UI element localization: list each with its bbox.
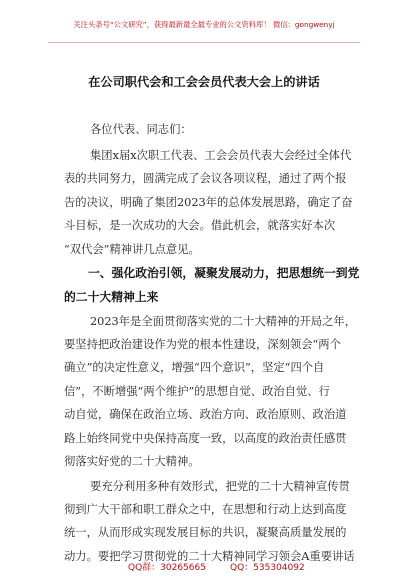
para-line: 统一，从而形成实现发展目标的共识，凝聚高质量发展的: [64, 526, 347, 539]
para-line: 动自觉，确保在政治立场、政治方向、政治原则、政治道: [64, 408, 347, 421]
intro-line: 集团x届x次职工代表、工会会员代表大会经过全体代: [90, 149, 352, 162]
para-line: 动力。要把学习贯彻党的二十大精神同学习领会A重要讲话: [64, 550, 355, 563]
para-line: 确立”的决定性意义，增强“四个意识”，坚定“四个自: [64, 361, 325, 374]
intro-line: 告的决议，明确了集团2023年的总体发展思路，确定了奋: [64, 196, 353, 209]
para-line: 路上始终同党中央保持高度一致，以高度的政治责任感贯: [64, 432, 347, 445]
para-line: 彻落实好党的二十大精神。: [64, 455, 200, 468]
intro-line: 表的共同努力，圆满完成了会议各项议程，通过了两个报: [64, 172, 347, 185]
para-line: 信”，不断增强“两个维护”的思想自觉、政治自觉、行: [64, 385, 330, 398]
para-line: 2023年是全面贯彻落实党的二十大精神的开局之年，: [90, 315, 356, 328]
qq-group: QQ群：30265665: [128, 563, 206, 573]
intro-line: 斗目标，是一次成功的大会。借此机会，就落实好本次: [64, 219, 336, 232]
para-line: 要充分利用多种有效形式，把党的二十大精神宣传贯: [90, 480, 350, 493]
para-line: 彻到广大干部和职工群众之中，在思想和行动上达到高度: [64, 503, 347, 516]
intro-line: “双代会”精神讲几点意见。: [64, 243, 200, 256]
qq-contact: QQ：535304092: [230, 563, 305, 573]
salutation: 各位代表、同志们：: [90, 123, 192, 136]
heading-line: 的二十大精神上来: [64, 290, 159, 304]
promo-banner: 关注头条号“公文研究”，获得最新最全最专业的公文资料库！ 微信：gongwenyj: [73, 20, 335, 29]
heading-line: 一、强化政治引领，凝聚发展动力，把思想统一到党: [88, 266, 360, 280]
header-divider: [48, 42, 360, 43]
page-title: 在公司职代会和工会会员代表大会上的讲话: [88, 75, 320, 89]
para-line: 要坚持把政治建设作为党的根本性建设，深刻领会“两个: [64, 338, 341, 351]
